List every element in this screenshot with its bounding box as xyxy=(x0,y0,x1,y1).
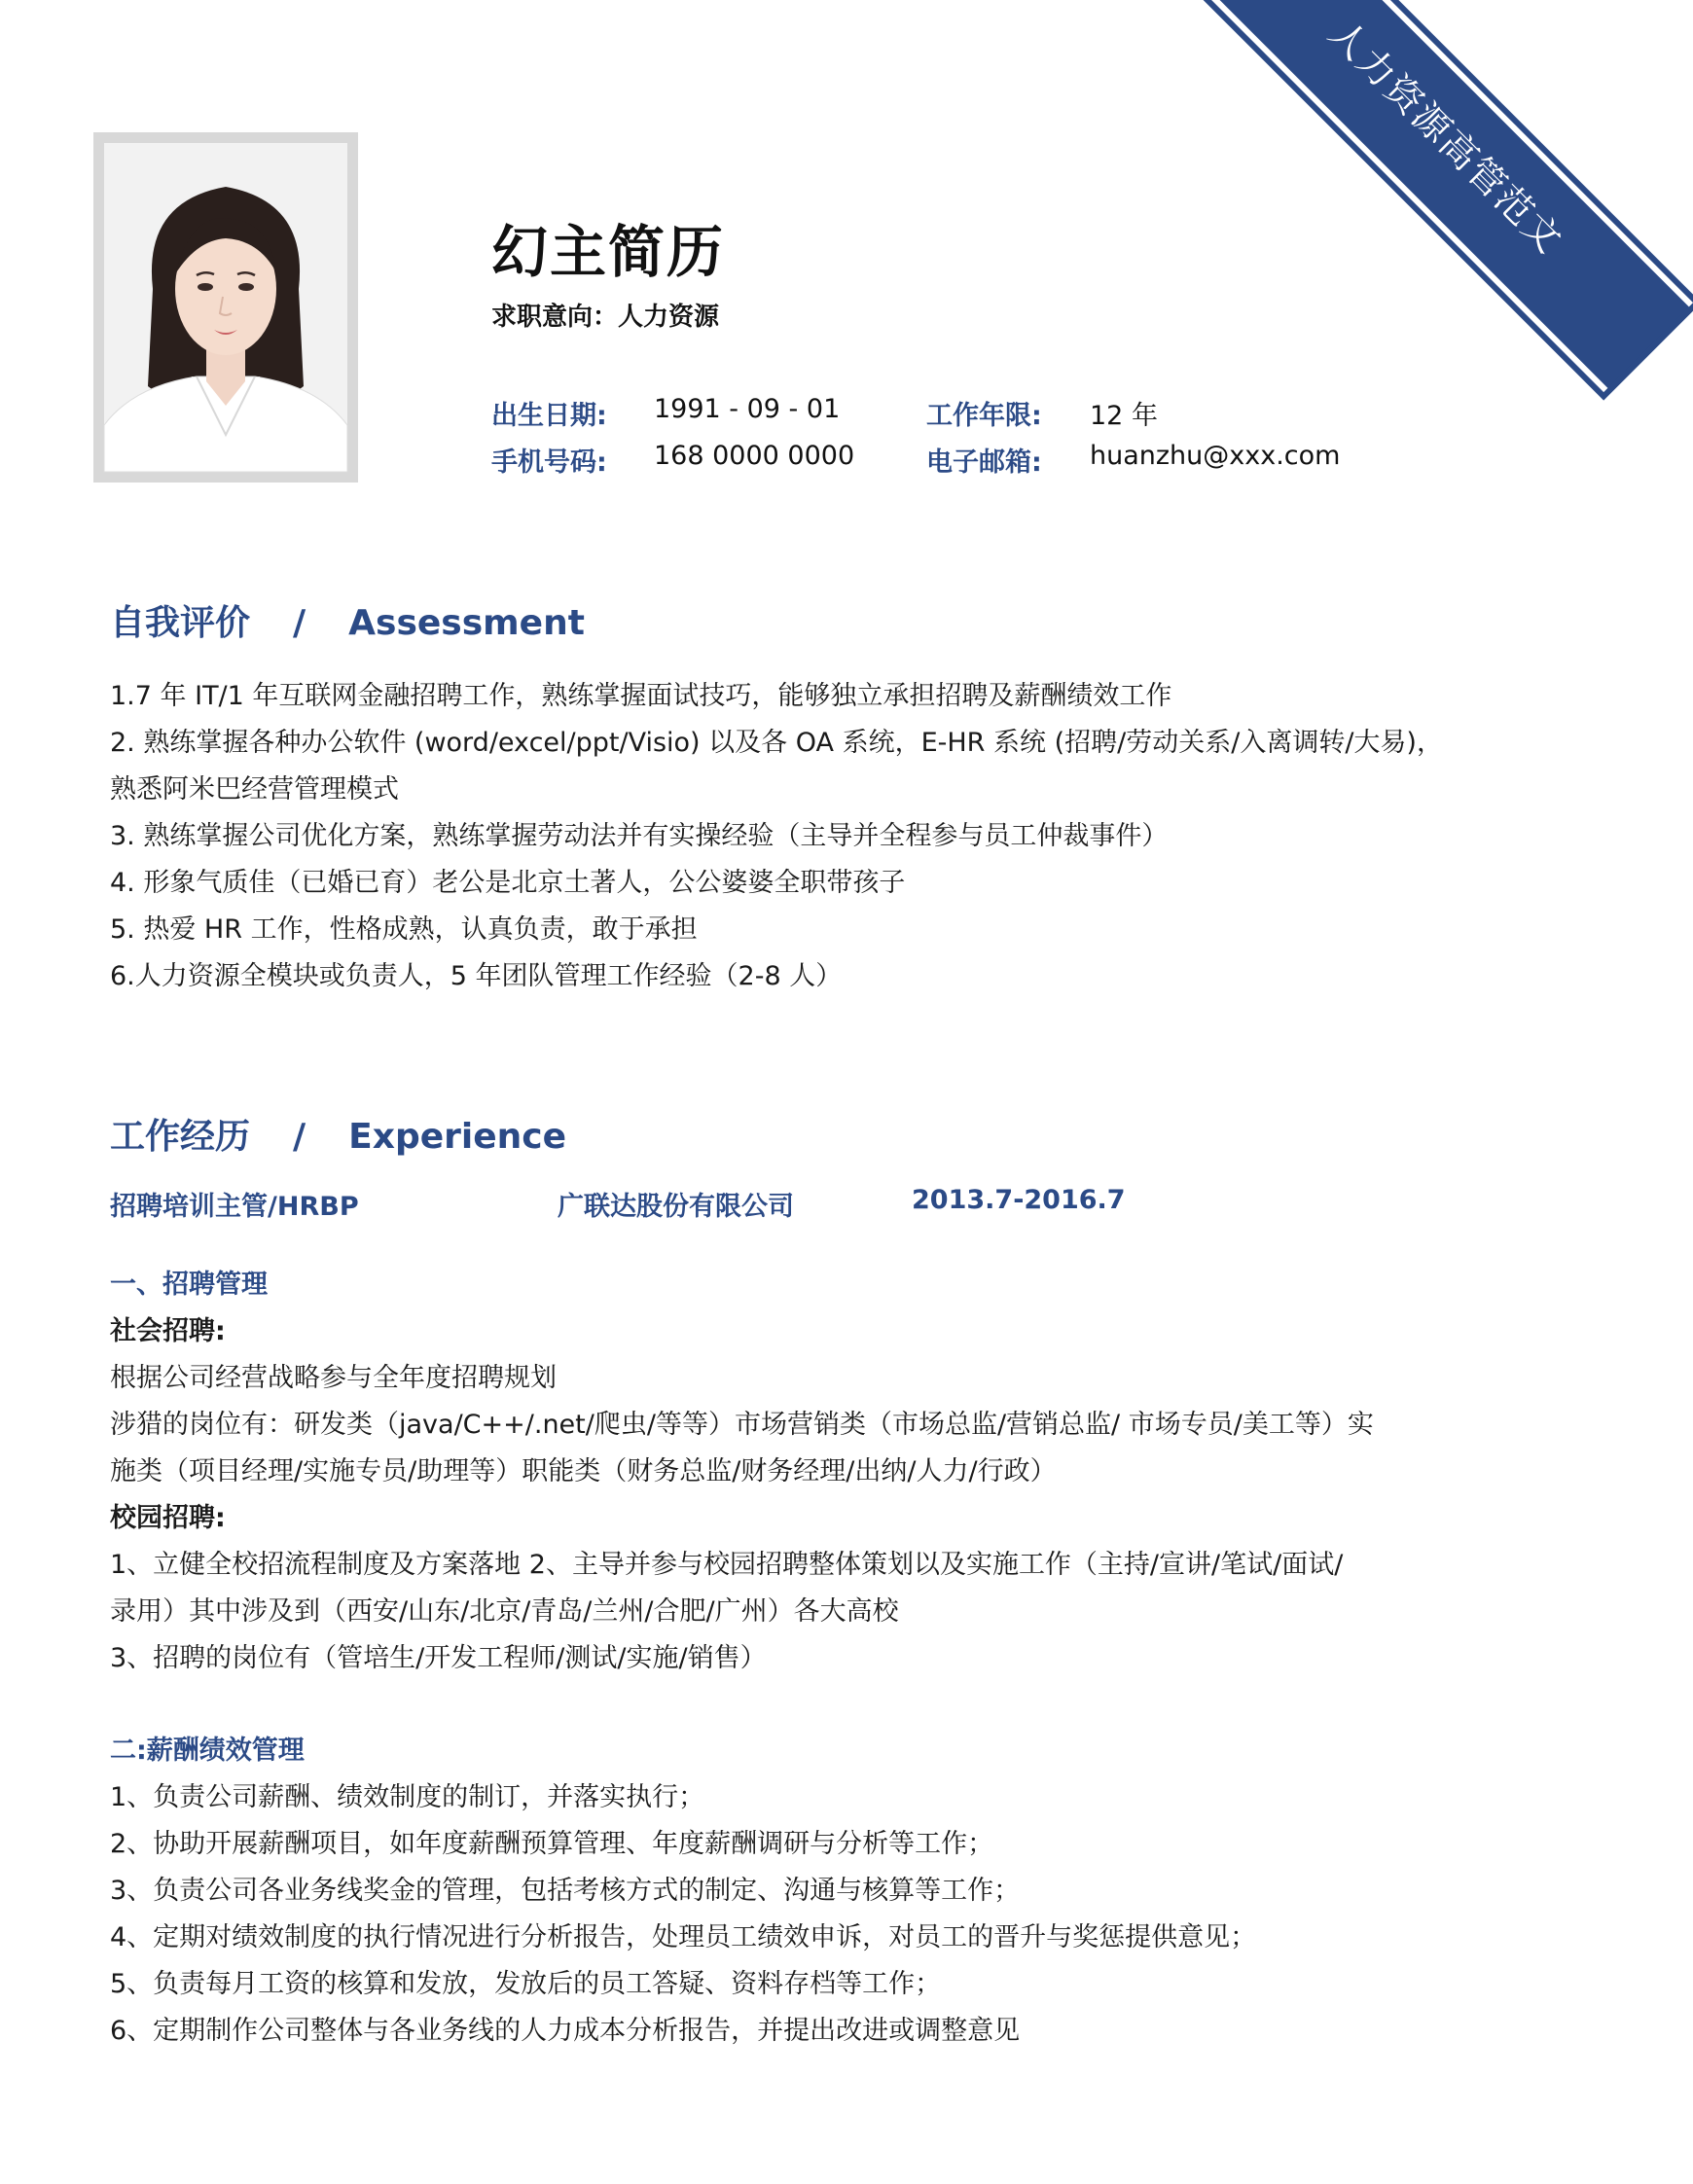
campus-recruit-line: 1、立健全校招流程制度及方案落地 2、主导并参与校园招聘整体策划以及实施工作（主持/宣讲/笔试/面试/ xyxy=(110,1550,1344,1580)
job-position: 招聘培训主管/HRBP xyxy=(110,1192,359,1222)
experience-title-cn: 工作经历 xyxy=(110,1117,251,1157)
compensation-line: 4、定期对绩效制度的执行情况进行分析报告，处理员工绩效申诉，对员工的晋升与奖惩提供意见； xyxy=(110,1922,1257,1952)
assessment-title xyxy=(110,595,585,645)
assessment-line: 4. 形象气质佳（已婚已育）老公是北京土著人，公公婆婆全职带孩子 xyxy=(110,868,906,898)
compensation-line: 6、定期制作公司整体与各业务线的人力成本分析报告，并提出改进或调整意见 xyxy=(110,2016,1021,2046)
profile-photo-frame xyxy=(93,132,358,483)
portrait-illustration xyxy=(104,143,347,472)
email-label: 电子邮箱: xyxy=(926,448,1042,478)
corner-ribbon xyxy=(1155,0,1571,389)
campus-recruit-line: 3、招聘的岗位有（管培生/开发工程师/测试/实施/销售） xyxy=(110,1643,767,1673)
job-company: 广联达股份有限公司 xyxy=(558,1192,794,1222)
profile-photo xyxy=(104,143,347,472)
assessment-line: 3. 熟练掌握公司优化方案，熟练掌握劳动法并有实操经验（主导并全程参与员工仲裁事件） xyxy=(110,821,1169,851)
years-value: 12 年 xyxy=(1090,401,1158,431)
assessment-line: 6.人力资源全模块或负责人，5 年团队管理工作经验（2-8 人） xyxy=(110,961,843,991)
social-recruit-line: 涉猎的岗位有：研发类（java/C++/.net/爬虫/等等）市场营销类（市场总监/营销总监/ 市场专员/美工等）实 xyxy=(110,1410,1374,1440)
title-divider: / xyxy=(293,603,306,643)
experience-title-en: Experience xyxy=(348,1117,567,1157)
compensation-line: 5、负责每月工资的核算和发放，发放后的员工答疑、资料存档等工作； xyxy=(110,1969,942,1999)
section-recruitment-title: 一、招聘管理 xyxy=(110,1270,268,1300)
assessment-line: 1.7 年 IT/1 年互联网金融招聘工作，熟练掌握面试技巧，能够独立承担招聘及薪酬绩效工作 xyxy=(110,681,1172,711)
assessment-line: 2. 熟练掌握各种办公软件 (word/excel/ppt/Visio) 以及各 OA 系统，E-HR 系统 (招聘/劳动关系/入离调转/大易)， xyxy=(110,728,1443,758)
social-recruit-label: 社会招聘: xyxy=(110,1316,226,1346)
birth-label: 出生日期: xyxy=(491,401,607,431)
assessment-title-en: Assessment xyxy=(348,603,585,643)
compensation-line: 2、协助开展薪酬项目，如年度薪酬预算管理、年度薪酬调研与分析等工作； xyxy=(110,1829,994,1859)
assessment-line: 熟悉阿米巴经营管理模式 xyxy=(110,774,399,805)
social-recruit-line: 根据公司经营战略参与全年度招聘规划 xyxy=(110,1363,557,1393)
campus-recruit-label: 校园招聘: xyxy=(110,1503,226,1533)
assessment-title-cn: 自我评价 xyxy=(110,603,251,643)
assessment-line: 5. 热爱 HR 工作，性格成熟，认真负责，敢于承担 xyxy=(110,914,698,945)
compensation-line: 1、负责公司薪酬、绩效制度的制订，并落实执行； xyxy=(110,1782,705,1812)
compensation-line: 3、负责公司各业务线奖金的管理，包括考核方式的制定、沟通与核算等工作； xyxy=(110,1876,1021,1906)
title-divider: / xyxy=(293,1117,306,1157)
ribbon-label: 人力资源高管范文 xyxy=(1191,0,1693,392)
campus-recruit-line: 录用）其中涉及到（西安/山东/北京/青岛/兰州/合肥/广州）各大高校 xyxy=(110,1596,899,1627)
section-compensation-title: 二:薪酬绩效管理 xyxy=(110,1736,305,1766)
social-recruit-line: 施类（项目经理/实施专员/助理等）职能类（财务总监/财务经理/出纳/人力/行政） xyxy=(110,1456,1057,1486)
experience-title xyxy=(110,1109,566,1159)
job-intent: 求职意向：人力资源 xyxy=(491,303,720,332)
job-period: 2013.7-2016.7 xyxy=(912,1185,1126,1215)
resume-title: 幻主简历 xyxy=(491,219,726,285)
phone-label: 手机号码: xyxy=(491,448,607,478)
phone-value: 168 0000 0000 xyxy=(654,441,855,471)
birth-value: 1991 - 09 - 01 xyxy=(654,394,841,424)
email-value: huanzhu@xxx.com xyxy=(1090,441,1341,471)
years-label: 工作年限: xyxy=(926,401,1042,431)
